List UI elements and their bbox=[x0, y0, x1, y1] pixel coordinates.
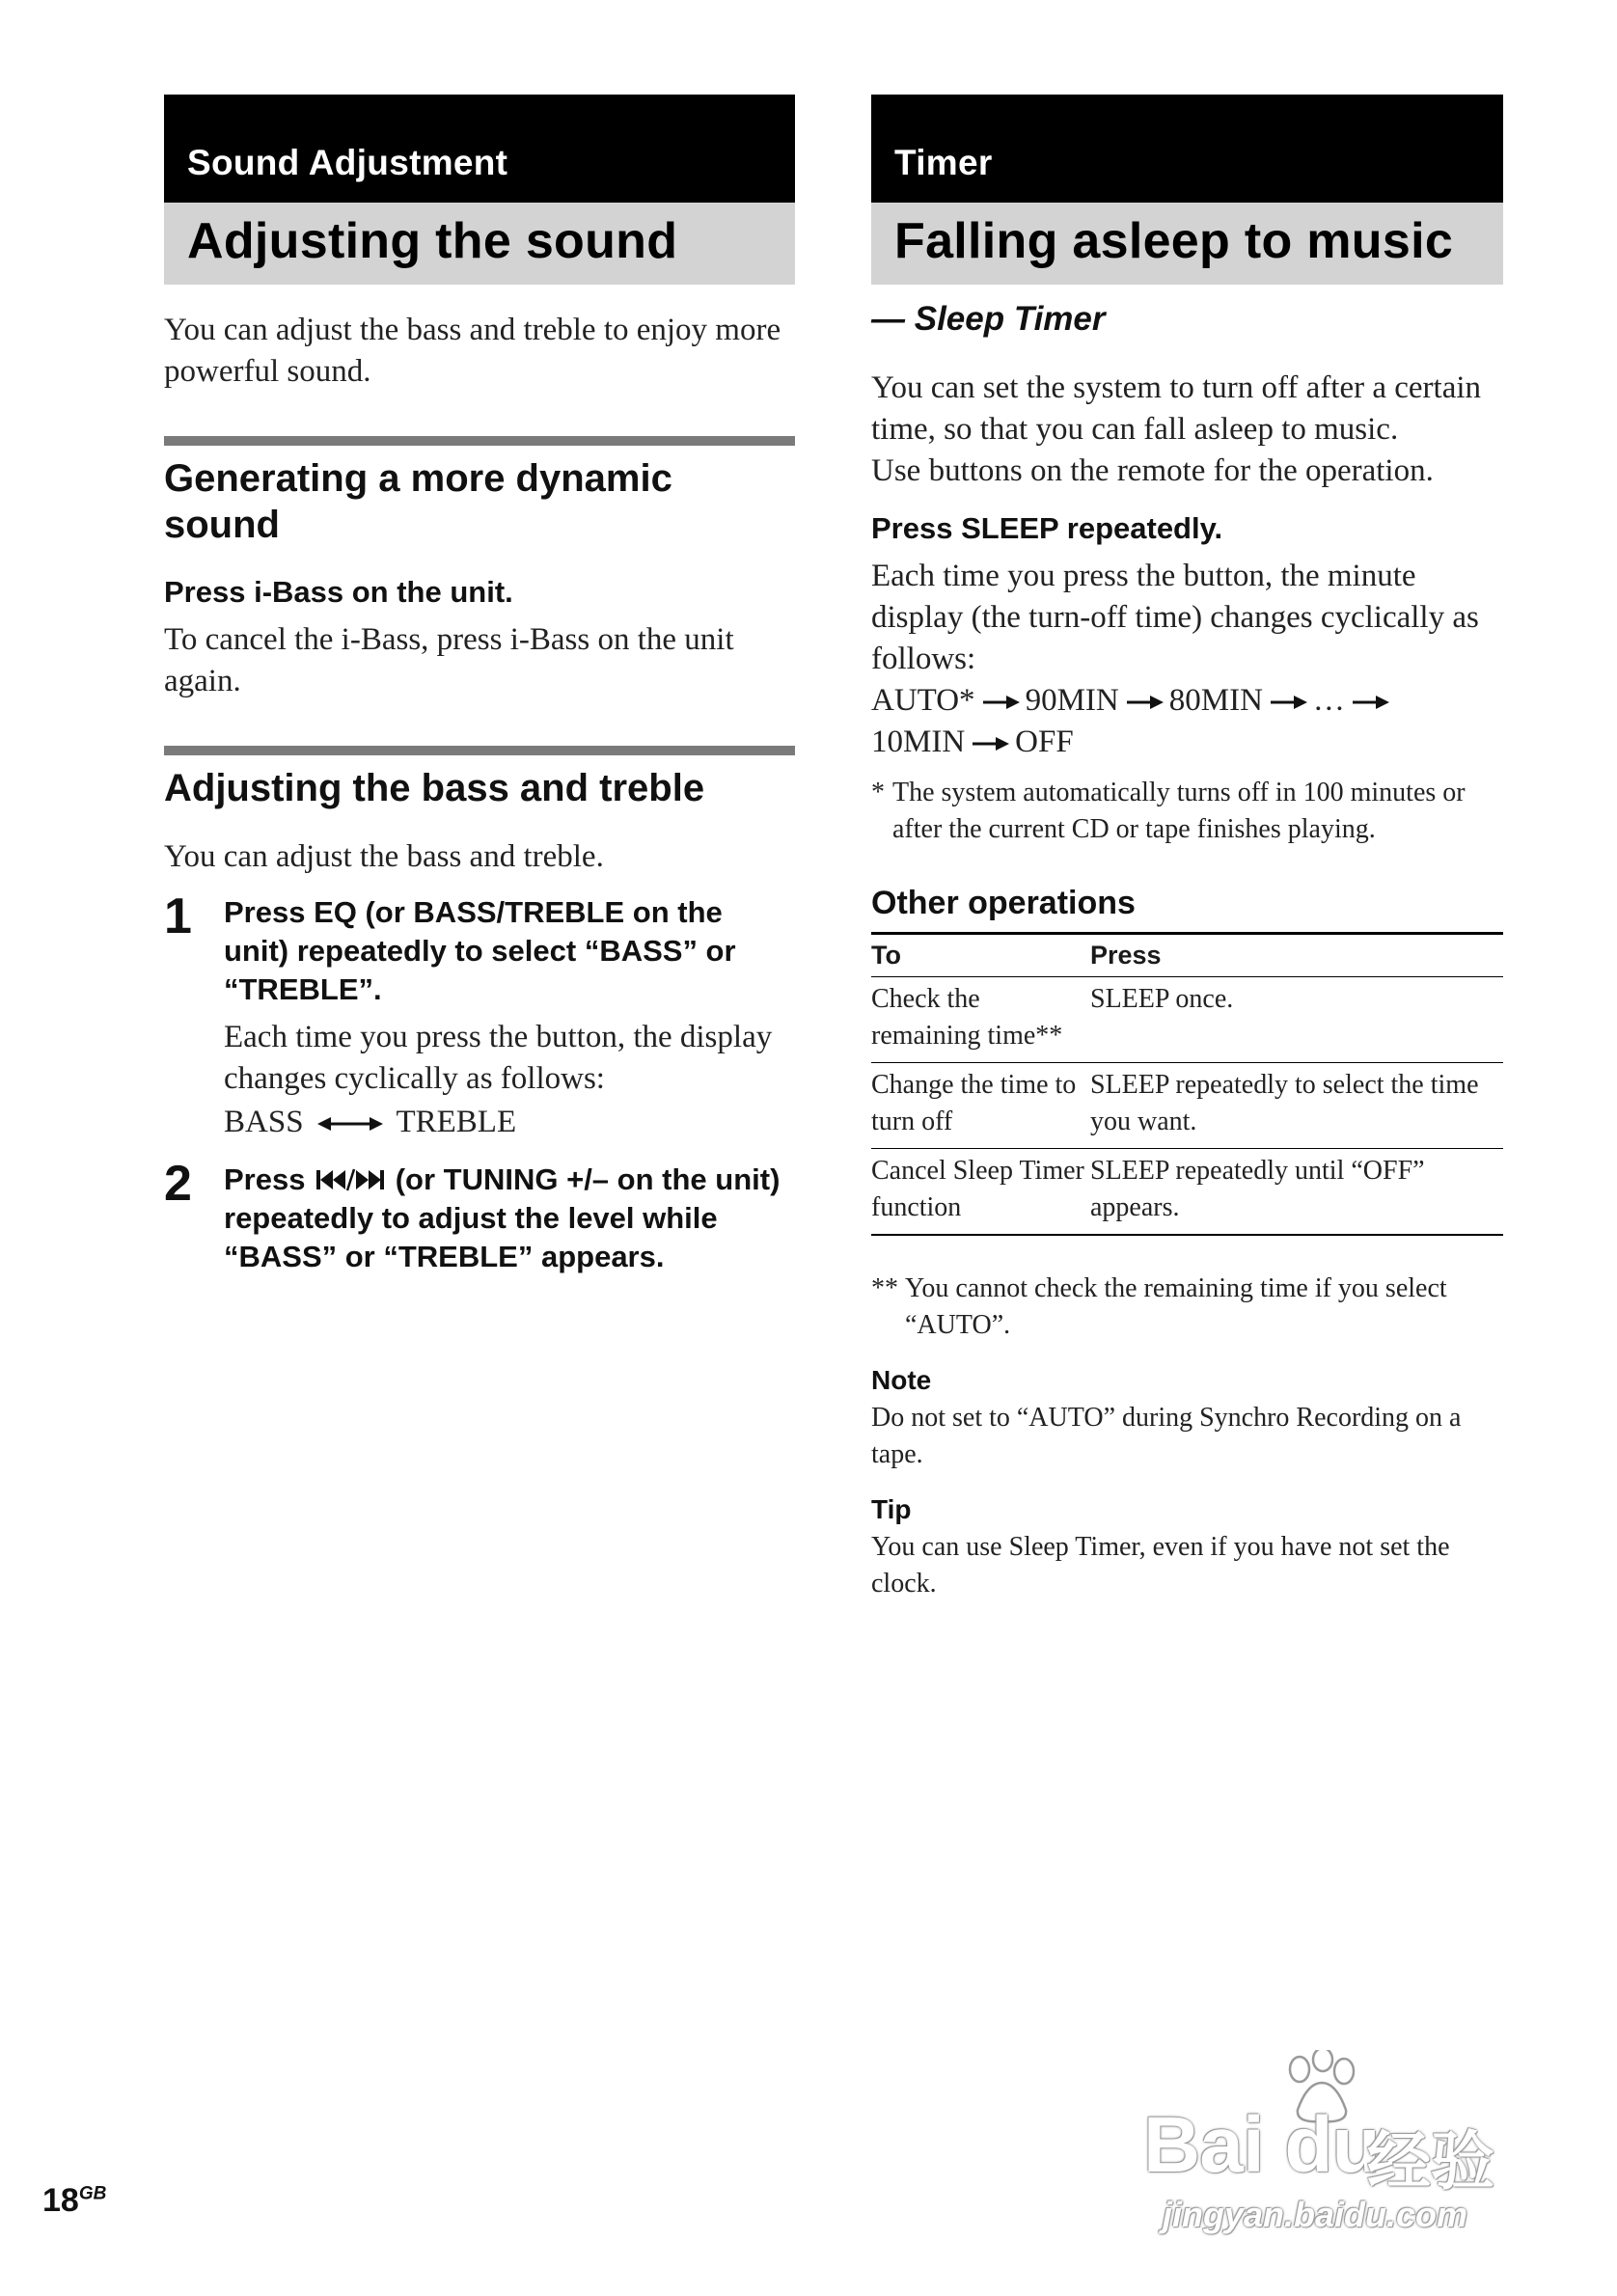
right-column bbox=[871, 95, 1503, 1602]
section-heading: Generating a more dynamic sound bbox=[164, 457, 672, 546]
instruction: Press i-Bass on the unit. bbox=[164, 575, 513, 609]
page-number-value: 18 bbox=[42, 2182, 79, 2219]
table-cell: SLEEP repeatedly to select the time you want. bbox=[1090, 1063, 1503, 1149]
seq-item: … bbox=[1312, 683, 1345, 718]
step-number: 1 bbox=[164, 888, 192, 944]
sequence bbox=[871, 680, 1503, 763]
footnote-mark: ** bbox=[871, 1273, 898, 1303]
table-row bbox=[871, 1063, 1503, 1149]
page-number bbox=[42, 2182, 106, 2220]
seq-item: 90MIN bbox=[1025, 683, 1119, 718]
operations-table bbox=[871, 932, 1503, 1236]
tip-heading: Tip bbox=[871, 1494, 912, 1524]
body-text: You can adjust the bass and treble. bbox=[164, 839, 604, 874]
table-cell: SLEEP repeatedly until “OFF” appears. bbox=[1090, 1149, 1503, 1236]
step-instruction bbox=[224, 1161, 795, 1276]
table-row bbox=[871, 977, 1503, 1063]
other-operations-heading: Other operations bbox=[871, 885, 1136, 921]
note-text: Do not set to “AUTO” during Synchro Recording on a tape. bbox=[871, 1403, 1462, 1469]
section-label: Timer bbox=[871, 95, 1503, 203]
step-2 bbox=[164, 1156, 795, 1276]
section-heading: Adjusting the bass and treble bbox=[164, 767, 705, 809]
page-number-suffix: GB bbox=[78, 2183, 107, 2204]
page-title: Adjusting the sound bbox=[164, 203, 795, 285]
table-cell: Check the remaining time** bbox=[871, 977, 1090, 1063]
footnote-text: You cannot check the remaining time if you select “AUTO”. bbox=[905, 1273, 1447, 1340]
footnote-mark: * bbox=[871, 778, 885, 807]
cycle-to: TREBLE bbox=[396, 1105, 517, 1139]
cycle-display bbox=[224, 1102, 795, 1143]
cycle-from: BASS bbox=[224, 1105, 304, 1139]
arrow-right-icon bbox=[1351, 695, 1389, 710]
arrow-right-icon bbox=[1269, 695, 1307, 710]
section-divider bbox=[164, 436, 795, 446]
table-row bbox=[871, 1149, 1503, 1236]
intro-text-2: Use buttons on the remote for the operation. bbox=[871, 453, 1434, 488]
watermark-url: jingyan.baidu.com bbox=[1163, 2195, 1468, 2234]
step-1 bbox=[164, 888, 795, 1143]
left-column bbox=[164, 95, 795, 1276]
body-text: To cancel the i-Bass, press i-Bass on the unit again. bbox=[164, 622, 734, 698]
arrow-right-icon bbox=[981, 695, 1020, 710]
intro-text: You can adjust the bass and treble to enjoy more powerful sound. bbox=[164, 313, 781, 389]
note-heading: Note bbox=[871, 1365, 932, 1395]
seq-item: 80MIN bbox=[1168, 683, 1263, 718]
instruction: Press SLEEP repeatedly. bbox=[871, 511, 1223, 545]
step-number: 2 bbox=[164, 1156, 192, 1212]
footnote-text: The system automatically turns off in 100 minutes or after the current CD or tape finishes playing. bbox=[892, 778, 1466, 844]
watermark bbox=[1143, 2050, 1539, 2243]
double-arrow-icon bbox=[317, 1114, 383, 1134]
intro-text: You can set the system to turn off after a certain time, so that you can fall asleep to music. bbox=[871, 370, 1482, 447]
watermark-cn: 经验 bbox=[1367, 2125, 1494, 2197]
section-divider bbox=[164, 746, 795, 755]
seq-item: 10MIN bbox=[871, 724, 966, 759]
watermark-brand: Bai du bbox=[1143, 2101, 1380, 2189]
column-header: To bbox=[871, 934, 1090, 977]
column-header: Press bbox=[1090, 934, 1503, 977]
arrow-right-icon bbox=[971, 736, 1009, 752]
seq-item: AUTO* bbox=[871, 683, 975, 718]
tip-text: You can use Sleep Timer, even if you have not set the clock. bbox=[871, 1532, 1450, 1599]
page-title: Falling asleep to music bbox=[871, 203, 1503, 285]
body-text: Each time you press the button, the minute display (the turn-off time) changes cyclically as follows: bbox=[871, 559, 1479, 676]
table-cell: Cancel Sleep Timer function bbox=[871, 1149, 1090, 1236]
prev-next-icon bbox=[315, 1167, 385, 1192]
step-instruction-rest: (or TUNING +/– on the unit) repeatedly to adjust the level while “BASS” or “TREBLE” appears. bbox=[224, 1162, 781, 1273]
table-cell: Change the time to turn off bbox=[871, 1063, 1090, 1149]
table-header-row bbox=[871, 934, 1503, 977]
seq-item: OFF bbox=[1015, 724, 1074, 759]
arrow-right-icon bbox=[1125, 695, 1164, 710]
section-label: Sound Adjustment bbox=[164, 95, 795, 203]
footnote bbox=[871, 775, 1503, 848]
press-label: Press bbox=[224, 1162, 306, 1196]
table-cell: SLEEP once. bbox=[1090, 977, 1503, 1063]
subtitle: — Sleep Timer bbox=[871, 300, 1106, 338]
step-instruction: Press EQ (or BASS/TREBLE on the unit) repeatedly to select “BASS” or “TREBLE”. bbox=[224, 895, 736, 1006]
footnote-2 bbox=[871, 1271, 1503, 1344]
step-text: Each time you press the button, the display changes cyclically as follows: bbox=[224, 1020, 773, 1096]
